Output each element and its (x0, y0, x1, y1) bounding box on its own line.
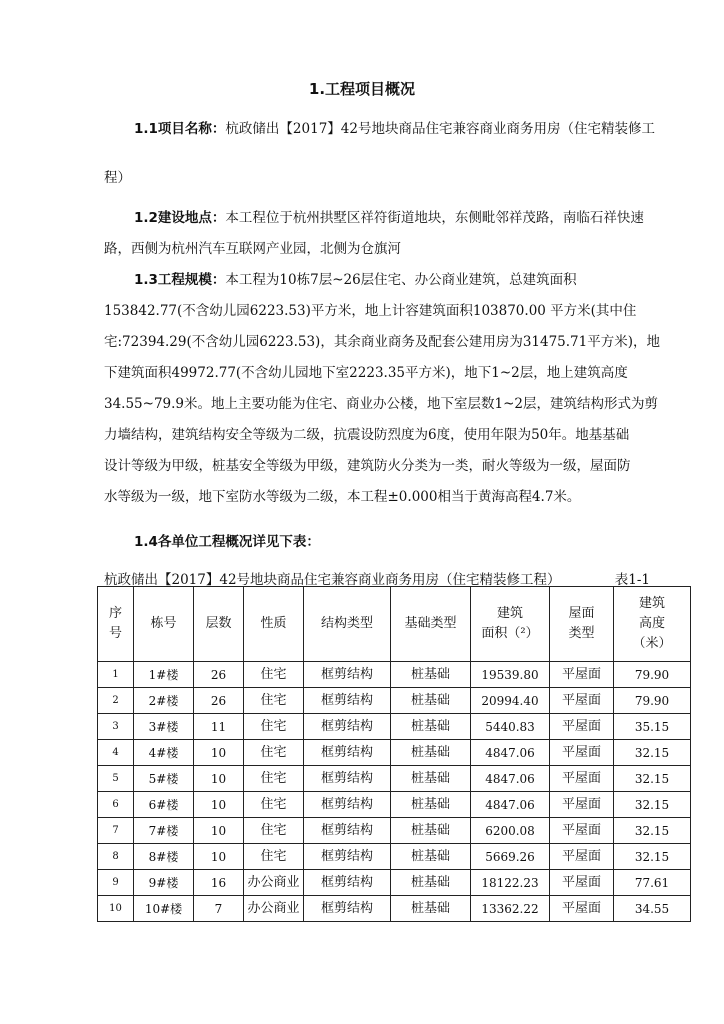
cell-floors: 10 (194, 792, 244, 818)
cell-nature: 住宅 (244, 792, 304, 818)
cell-building: 5#楼 (134, 766, 194, 792)
cell-structure: 框剪结构 (304, 714, 391, 740)
scale-line-3: 宅:72394.29(不含幼儿园6223.53)，其余商业商务及配套公建用房为31475.71平方米)，地 (104, 334, 661, 350)
cell-area: 5440.83 (471, 714, 550, 740)
cell-foundation: 桩基础 (391, 662, 471, 688)
scale-paragraph (104, 265, 688, 513)
cell-height: 34.55 (614, 896, 691, 922)
cell-structure: 框剪结构 (304, 792, 391, 818)
cell-floors: 16 (194, 870, 244, 896)
scale-line-2: 153842.77(不含幼儿园6223.53)平方米，地上计容建筑面积103870.00 平方米(其中住 (104, 303, 637, 319)
project-name-paragraph (104, 114, 688, 194)
cell-structure: 框剪结构 (304, 844, 391, 870)
scale-line-5: 34.55~79.9米。地上主要功能为住宅、商业办公楼，地下室层数1~2层，建筑结构形式为剪 (104, 396, 659, 412)
scale-line-8: 水等级为一级，地下室防水等级为二级，本工程±0.000相当于黄海高程4.7米。 (104, 489, 581, 505)
table-header-row (98, 587, 691, 662)
cell-foundation: 桩基础 (391, 818, 471, 844)
table-row (98, 766, 691, 792)
cell-area: 4847.06 (471, 740, 550, 766)
cell-roof: 平屋面 (550, 792, 614, 818)
cell-roof: 平屋面 (550, 688, 614, 714)
cell-nature: 住宅 (244, 818, 304, 844)
cell-seq: 9 (98, 870, 134, 896)
cell-seq: 6 (98, 792, 134, 818)
cell-floors: 10 (194, 844, 244, 870)
location-paragraph (104, 203, 688, 265)
cell-nature: 住宅 (244, 766, 304, 792)
scale-line-1 (104, 265, 688, 296)
cell-nature: 办公商业 (244, 896, 304, 922)
cell-foundation: 桩基础 (391, 714, 471, 740)
cell-seq: 1 (98, 662, 134, 688)
cell-building: 10#楼 (134, 896, 194, 922)
cell-height: 32.15 (614, 766, 691, 792)
cell-area: 4847.06 (471, 766, 550, 792)
table-row (98, 844, 691, 870)
cell-nature: 住宅 (244, 740, 304, 766)
cell-foundation: 桩基础 (391, 792, 471, 818)
cell-height: 32.15 (614, 740, 691, 766)
cell-structure: 框剪结构 (304, 688, 391, 714)
cell-floors: 10 (194, 766, 244, 792)
cell-nature: 住宅 (244, 844, 304, 870)
cell-structure: 框剪结构 (304, 896, 391, 922)
table-row (98, 818, 691, 844)
cell-roof: 平屋面 (550, 766, 614, 792)
cell-nature: 住宅 (244, 688, 304, 714)
location-text-2: 路，西侧为杭州汽车互联网产业园，北侧为仓旗河 (104, 241, 401, 257)
header-foundation: 基础类型 (391, 587, 471, 662)
location-text-1: 本工程位于杭州拱墅区祥符街道地块，东侧毗邻祥茂路，南临石祥快速 (225, 210, 644, 226)
cell-roof: 平屋面 (550, 714, 614, 740)
cell-height: 79.90 (614, 688, 691, 714)
cell-seq: 5 (98, 766, 134, 792)
table-row (98, 792, 691, 818)
cell-building: 7#楼 (134, 818, 194, 844)
header-structure: 结构类型 (304, 587, 391, 662)
cell-height: 79.90 (614, 662, 691, 688)
cell-building: 9#楼 (134, 870, 194, 896)
cell-roof: 平屋面 (550, 662, 614, 688)
table-caption-label: 表1-1 (614, 572, 650, 588)
table-row (98, 714, 691, 740)
cell-area: 19539.80 (471, 662, 550, 688)
header-roof: 屋面 类型 (550, 587, 614, 662)
cell-foundation: 桩基础 (391, 844, 471, 870)
cell-building: 3#楼 (134, 714, 194, 740)
cell-building: 8#楼 (134, 844, 194, 870)
scale-label: 1.3工程规模： (134, 272, 226, 288)
cell-structure: 框剪结构 (304, 870, 391, 896)
table-row (98, 662, 691, 688)
table-row (98, 896, 691, 922)
location-label: 1.2建设地点： (134, 210, 226, 226)
cell-building: 4#楼 (134, 740, 194, 766)
cell-building: 6#楼 (134, 792, 194, 818)
table-row (98, 740, 691, 766)
cell-floors: 26 (194, 688, 244, 714)
cell-structure: 框剪结构 (304, 818, 391, 844)
project-name-text-1: 杭政储出【2017】42号地块商品住宅兼容商业商务用房（住宅精装修工 (225, 121, 655, 137)
cell-foundation: 桩基础 (391, 740, 471, 766)
cell-nature: 住宅 (244, 714, 304, 740)
cell-area: 20994.40 (471, 688, 550, 714)
table-caption-title: 杭政储出【2017】42号地块商品住宅兼容商业商务用房（住宅精装修工程） (104, 572, 561, 588)
cell-structure: 框剪结构 (304, 740, 391, 766)
table-row (98, 688, 691, 714)
cell-height: 35.15 (614, 714, 691, 740)
scale-line-4: 下建筑面积49972.77(不含幼儿园地下室2223.35平方米)，地下1~2层，地上建筑高度 (104, 365, 628, 381)
cell-seq: 7 (98, 818, 134, 844)
table-intro-heading: 1.4各单位工程概况详见下表： (134, 534, 320, 550)
table-row (98, 870, 691, 896)
cell-roof: 平屋面 (550, 844, 614, 870)
cell-area: 5669.26 (471, 844, 550, 870)
cell-nature: 办公商业 (244, 870, 304, 896)
scale-line-6: 力墙结构，建筑结构安全等级为二级，抗震设防烈度为6度，使用年限为50年。地基基础 (104, 427, 630, 443)
cell-roof: 平屋面 (550, 896, 614, 922)
cell-area: 13362.22 (471, 896, 550, 922)
cell-nature: 住宅 (244, 662, 304, 688)
cell-foundation: 桩基础 (391, 896, 471, 922)
cell-foundation: 桩基础 (391, 870, 471, 896)
cell-seq: 10 (98, 896, 134, 922)
cell-area: 4847.06 (471, 792, 550, 818)
cell-height: 77.61 (614, 870, 691, 896)
cell-roof: 平屋面 (550, 818, 614, 844)
project-name-text-2: 程） (104, 170, 131, 186)
cell-roof: 平屋面 (550, 740, 614, 766)
scale-text-1: 本工程为10栋7层~26层住宅、办公商业建筑，总建筑面积 (225, 272, 577, 288)
header-building: 栋号 (134, 587, 194, 662)
cell-seq: 8 (98, 844, 134, 870)
cell-foundation: 桩基础 (391, 688, 471, 714)
cell-structure: 框剪结构 (304, 662, 391, 688)
cell-height: 32.15 (614, 792, 691, 818)
header-floors: 层数 (194, 587, 244, 662)
section-title: 1.工程项目概况 (308, 80, 416, 98)
header-height: 建筑 高度 （米） (614, 587, 691, 662)
cell-floors: 26 (194, 662, 244, 688)
cell-floors: 10 (194, 818, 244, 844)
cell-area: 6200.08 (471, 818, 550, 844)
cell-seq: 3 (98, 714, 134, 740)
header-seq: 序 号 (98, 587, 134, 662)
cell-building: 1#楼 (134, 662, 194, 688)
cell-foundation: 桩基础 (391, 766, 471, 792)
cell-height: 32.15 (614, 844, 691, 870)
cell-height: 32.15 (614, 818, 691, 844)
cell-roof: 平屋面 (550, 870, 614, 896)
header-area: 建筑 面积（²） (471, 587, 550, 662)
cell-structure: 框剪结构 (304, 766, 391, 792)
cell-floors: 10 (194, 740, 244, 766)
cell-seq: 2 (98, 688, 134, 714)
header-nature: 性质 (244, 587, 304, 662)
building-overview-table (97, 586, 691, 922)
cell-building: 2#楼 (134, 688, 194, 714)
scale-line-7: 设计等级为甲级，桩基安全等级为甲级，建筑防火分类为一类，耐火等级为一级，屋面防 (104, 458, 631, 474)
cell-floors: 11 (194, 714, 244, 740)
project-name-label: 1.1项目名称： (134, 121, 226, 137)
cell-seq: 4 (98, 740, 134, 766)
table-caption (104, 568, 688, 588)
cell-floors: 7 (194, 896, 244, 922)
cell-area: 18122.23 (471, 870, 550, 896)
